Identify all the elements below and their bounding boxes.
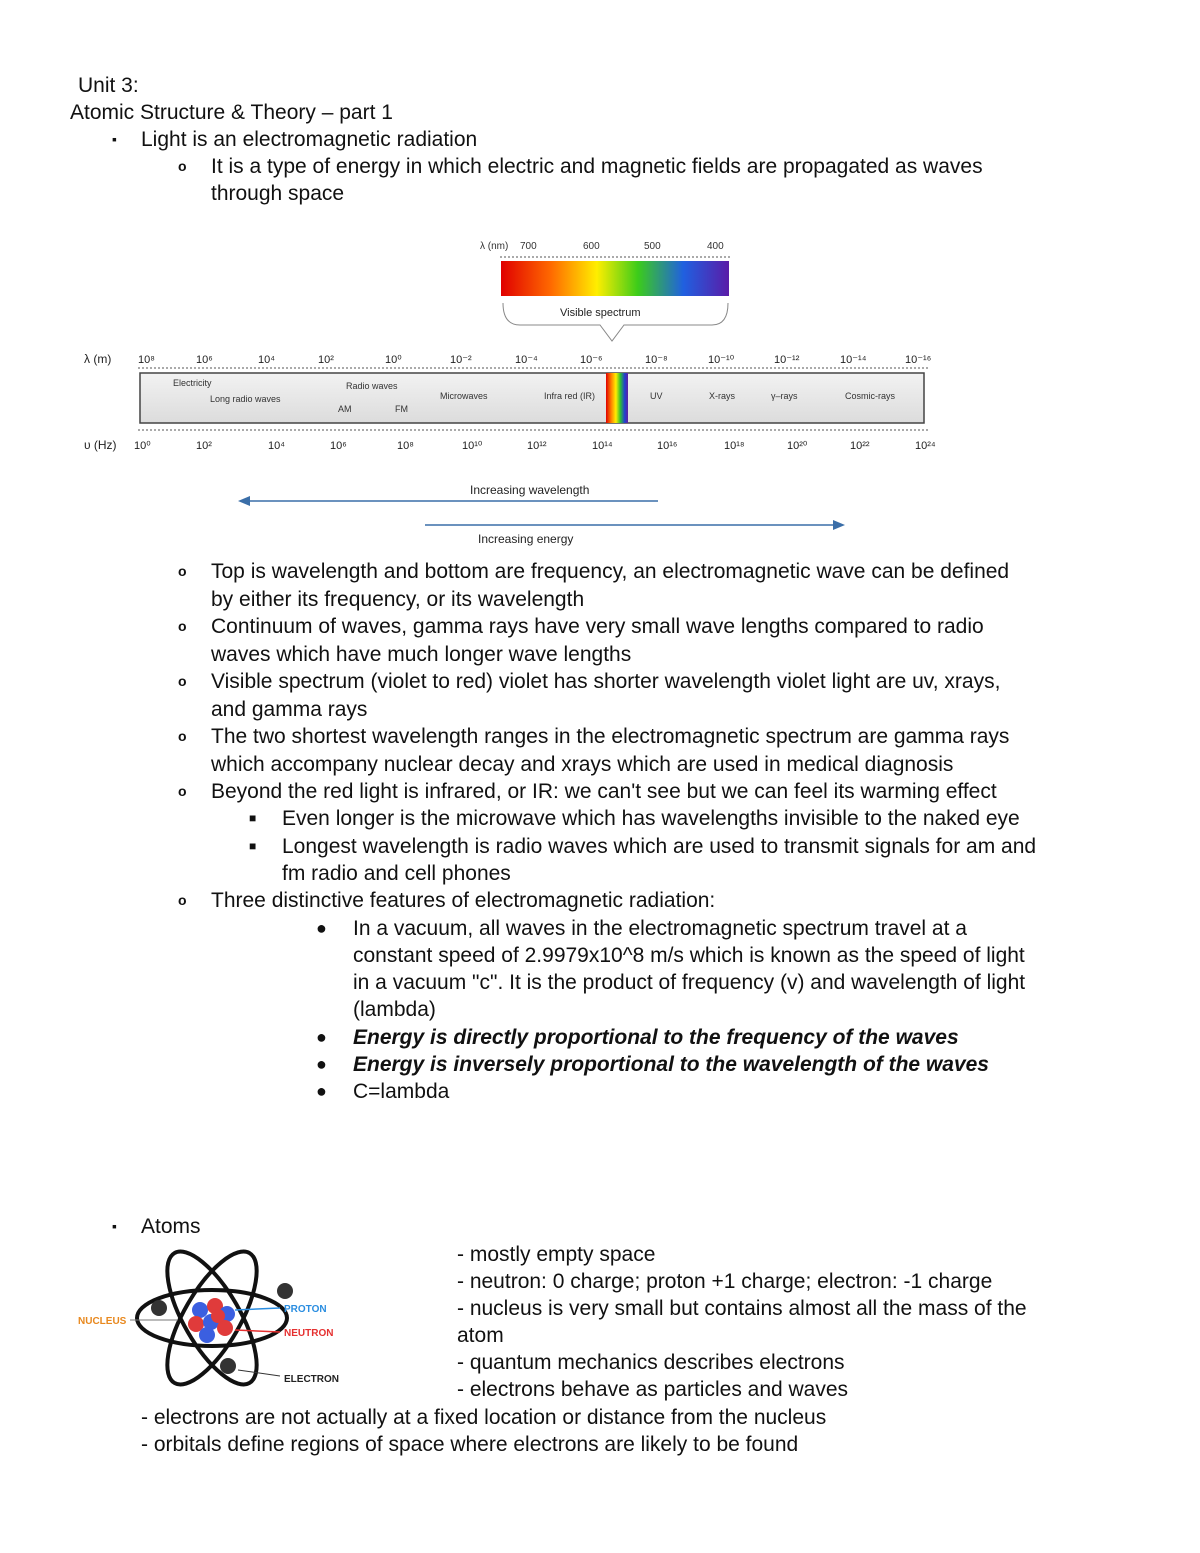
electron (220, 1358, 236, 1374)
atom-note: - neutron: 0 charge; proton +1 charge; electron: -1 charge (457, 1270, 993, 1293)
sub-list-item: Longest wavelength is radio waves which are used to transmit signals for am and (282, 835, 1037, 858)
sub-list-item: Even longer is the microwave which has wavelengths invisible to the naked eye (282, 807, 1020, 830)
nucleus-label: NUCLEUS (78, 1316, 127, 1327)
wavelength-tick-label: 10⁻² (450, 354, 472, 366)
visible-tick-label: 700 (520, 241, 537, 252)
unit-heading: Unit 3: (78, 74, 139, 97)
list-item: Continuum of waves, gamma rays have very small wave lengths compared to radio (211, 615, 984, 638)
nucleus (188, 1298, 235, 1343)
band-gamma: γ–rays (771, 391, 798, 401)
proton-label: PROTON (284, 1304, 327, 1315)
wavelength-tick-label: 10⁻⁶ (580, 354, 603, 366)
frequency-tick-label: 10⁰ (134, 440, 151, 452)
feature-equation: C=lambda (353, 1080, 450, 1103)
list-item: Top is wavelength and bottom are frequency, an electromagnetic wave can be defined (211, 560, 1010, 583)
atom-note: atom (457, 1324, 504, 1347)
band-microwaves: Microwaves (440, 391, 488, 401)
bullet-marker: o (178, 728, 187, 744)
electron-pointer (238, 1370, 280, 1376)
wavelength-tick-label: 10⁻¹⁰ (708, 354, 735, 366)
atom-note: - mostly empty space (457, 1243, 656, 1266)
frequency-tick-label: 10²⁰ (787, 440, 808, 452)
features-heading: Three distinctive features of electromagnetic radiation: (211, 889, 716, 912)
visible-tick-label: 600 (583, 241, 600, 252)
bullet-marker: o (178, 563, 187, 579)
frequency-tick-label: 10²⁴ (915, 440, 936, 452)
list-item-continuation: which accompany nuclear decay and xrays which are used in medical diagnosis (211, 753, 954, 776)
dot-bullet-marker: ● (316, 1081, 327, 1101)
square-bullet-marker: ■ (249, 839, 257, 853)
bullet-marker: ▪ (112, 1218, 117, 1234)
wavelength-arrowhead (238, 496, 250, 506)
bullet-marker: o (178, 892, 187, 908)
wavelength-tick-label: 10⁶ (196, 354, 213, 366)
electromagnetic-spectrum-diagram (0, 225, 1200, 555)
proton (199, 1327, 215, 1343)
band-cosmic: Cosmic-rays (845, 391, 896, 401)
wavelength-tick-label: 10⁻¹⁴ (840, 354, 867, 366)
bullet-marker: ▪ (112, 131, 117, 147)
bullet-marker: o (178, 158, 187, 174)
visible-tick-label: 500 (644, 241, 661, 252)
dot-bullet-marker: ● (316, 1027, 327, 1047)
proton (192, 1302, 208, 1318)
neutron-pointer (235, 1330, 280, 1332)
feature-speed-line: (lambda) (353, 998, 436, 1021)
wavelength-tick-label: 10⁻⁴ (515, 354, 538, 366)
band-infrared: Infra red (IR) (544, 391, 596, 401)
atom-note: - electrons are not actually at a fixed location or distance from the nucleus (141, 1406, 827, 1429)
band-uv: UV (650, 391, 663, 401)
dot-bullet-marker: ● (316, 1054, 327, 1074)
band-radio: Radio waves (346, 381, 398, 391)
visible-strip (606, 373, 628, 423)
list-item-continuation: waves which have much longer wave lengths (211, 643, 632, 666)
wavelength-tick-label: 10⁰ (385, 354, 402, 366)
band-fm: FM (395, 404, 408, 414)
section-heading-atoms: Atoms (141, 1215, 201, 1238)
atom-note: - orbitals define regions of space where electrons are likely to be found (141, 1433, 799, 1456)
frequency-tick-label: 10⁶ (330, 440, 347, 452)
feature-speed-line: constant speed of 2.9979x10^8 m/s which is known as the speed of light (353, 944, 1025, 967)
list-item-continuation: by either its frequency, or its wavelength (211, 588, 585, 611)
feature-speed-line: In a vacuum, all waves in the electromagnetic spectrum travel at a (353, 917, 967, 940)
bullet-marker: o (178, 783, 187, 799)
visible-tick-label: 400 (707, 241, 724, 252)
wavelength-tick-label: 10² (318, 354, 334, 366)
bullet-marker: o (178, 618, 187, 634)
feature-wavelength: Energy is inversely proportional to the wavelength of the waves (353, 1053, 989, 1076)
frequency-tick-label: 10¹² (527, 440, 547, 452)
band-am: AM (338, 404, 352, 414)
wavelength-tick-label: 10⁻⁸ (645, 354, 668, 366)
frequency-axis-label: υ (Hz) (84, 438, 117, 452)
list-item-continuation: and gamma rays (211, 698, 368, 721)
dot-bullet-marker: ● (316, 918, 327, 938)
list-item: Beyond the red light is infrared, or IR: we can't see but we can feel its warming effect (211, 780, 997, 803)
neutron (211, 1309, 225, 1323)
feature-speed-line: in a vacuum "c". It is the product of frequency (v) and wavelength of light (353, 971, 1026, 994)
wavelength-tick-label: 10⁸ (138, 354, 155, 366)
wavelength-arrow-label: Increasing wavelength (470, 483, 590, 497)
atom-diagram (70, 1238, 370, 1403)
frequency-tick-labels (134, 440, 936, 452)
wavelength-tick-label: 10⁻¹² (774, 354, 800, 366)
frequency-tick-label: 10¹⁴ (592, 440, 613, 452)
bullet-marker: o (178, 673, 187, 689)
frequency-tick-label: 10²² (850, 440, 870, 452)
energy-arrowhead (833, 520, 845, 530)
energy-arrow-label: Increasing energy (478, 532, 574, 546)
neutron-label: NEUTRON (284, 1328, 334, 1339)
band-electricity: Electricity (173, 378, 212, 388)
frequency-tick-label: 10¹⁰ (462, 440, 483, 452)
frequency-tick-label: 10¹⁶ (657, 440, 678, 452)
proton-pointer (235, 1308, 280, 1310)
visible-wavelength-label: λ (nm) (480, 241, 509, 252)
electron-label: ELECTRON (284, 1374, 339, 1385)
atom-note: - electrons behave as particles and waves (457, 1378, 849, 1401)
feature-frequency: Energy is directly proportional to the frequency of the waves (353, 1026, 959, 1049)
frequency-tick-label: 10⁴ (268, 440, 285, 452)
frequency-tick-label: 10⁸ (397, 440, 414, 452)
electron (277, 1283, 293, 1299)
light-intro-line: It is a type of energy in which electric and magnetic fields are propagated as waves (211, 155, 983, 178)
frequency-tick-label: 10¹⁸ (724, 440, 745, 452)
wavelength-tick-labels (138, 354, 931, 366)
wavelength-tick-label: 10⁴ (258, 354, 275, 366)
section-heading-light: Light is an electromagnetic radiation (141, 128, 478, 151)
document-title: Atomic Structure & Theory – part 1 (70, 101, 393, 124)
atom-note: - nucleus is very small but contains almost all the mass of the (457, 1297, 1027, 1320)
wavelength-axis-label: λ (m) (84, 352, 112, 366)
visible-spectrum-bar (501, 261, 729, 296)
sub-list-item-continuation: fm radio and cell phones (282, 862, 511, 885)
list-item: The two shortest wavelength ranges in the electromagnetic spectrum are gamma rays (211, 725, 1010, 748)
band-xrays: X-rays (709, 391, 736, 401)
band-long-radio: Long radio waves (210, 394, 281, 404)
list-item: Visible spectrum (violet to red) violet has shorter wavelength violet light are uv, xrays, (211, 670, 1001, 693)
wavelength-tick-label: 10⁻¹⁶ (905, 354, 932, 366)
electron (151, 1300, 167, 1316)
frequency-tick-label: 10² (196, 440, 212, 452)
square-bullet-marker: ■ (249, 811, 257, 825)
light-intro-line: through space (211, 182, 345, 205)
atom-note: - quantum mechanics describes electrons (457, 1351, 845, 1374)
visible-spectrum-caption: Visible spectrum (560, 307, 641, 319)
